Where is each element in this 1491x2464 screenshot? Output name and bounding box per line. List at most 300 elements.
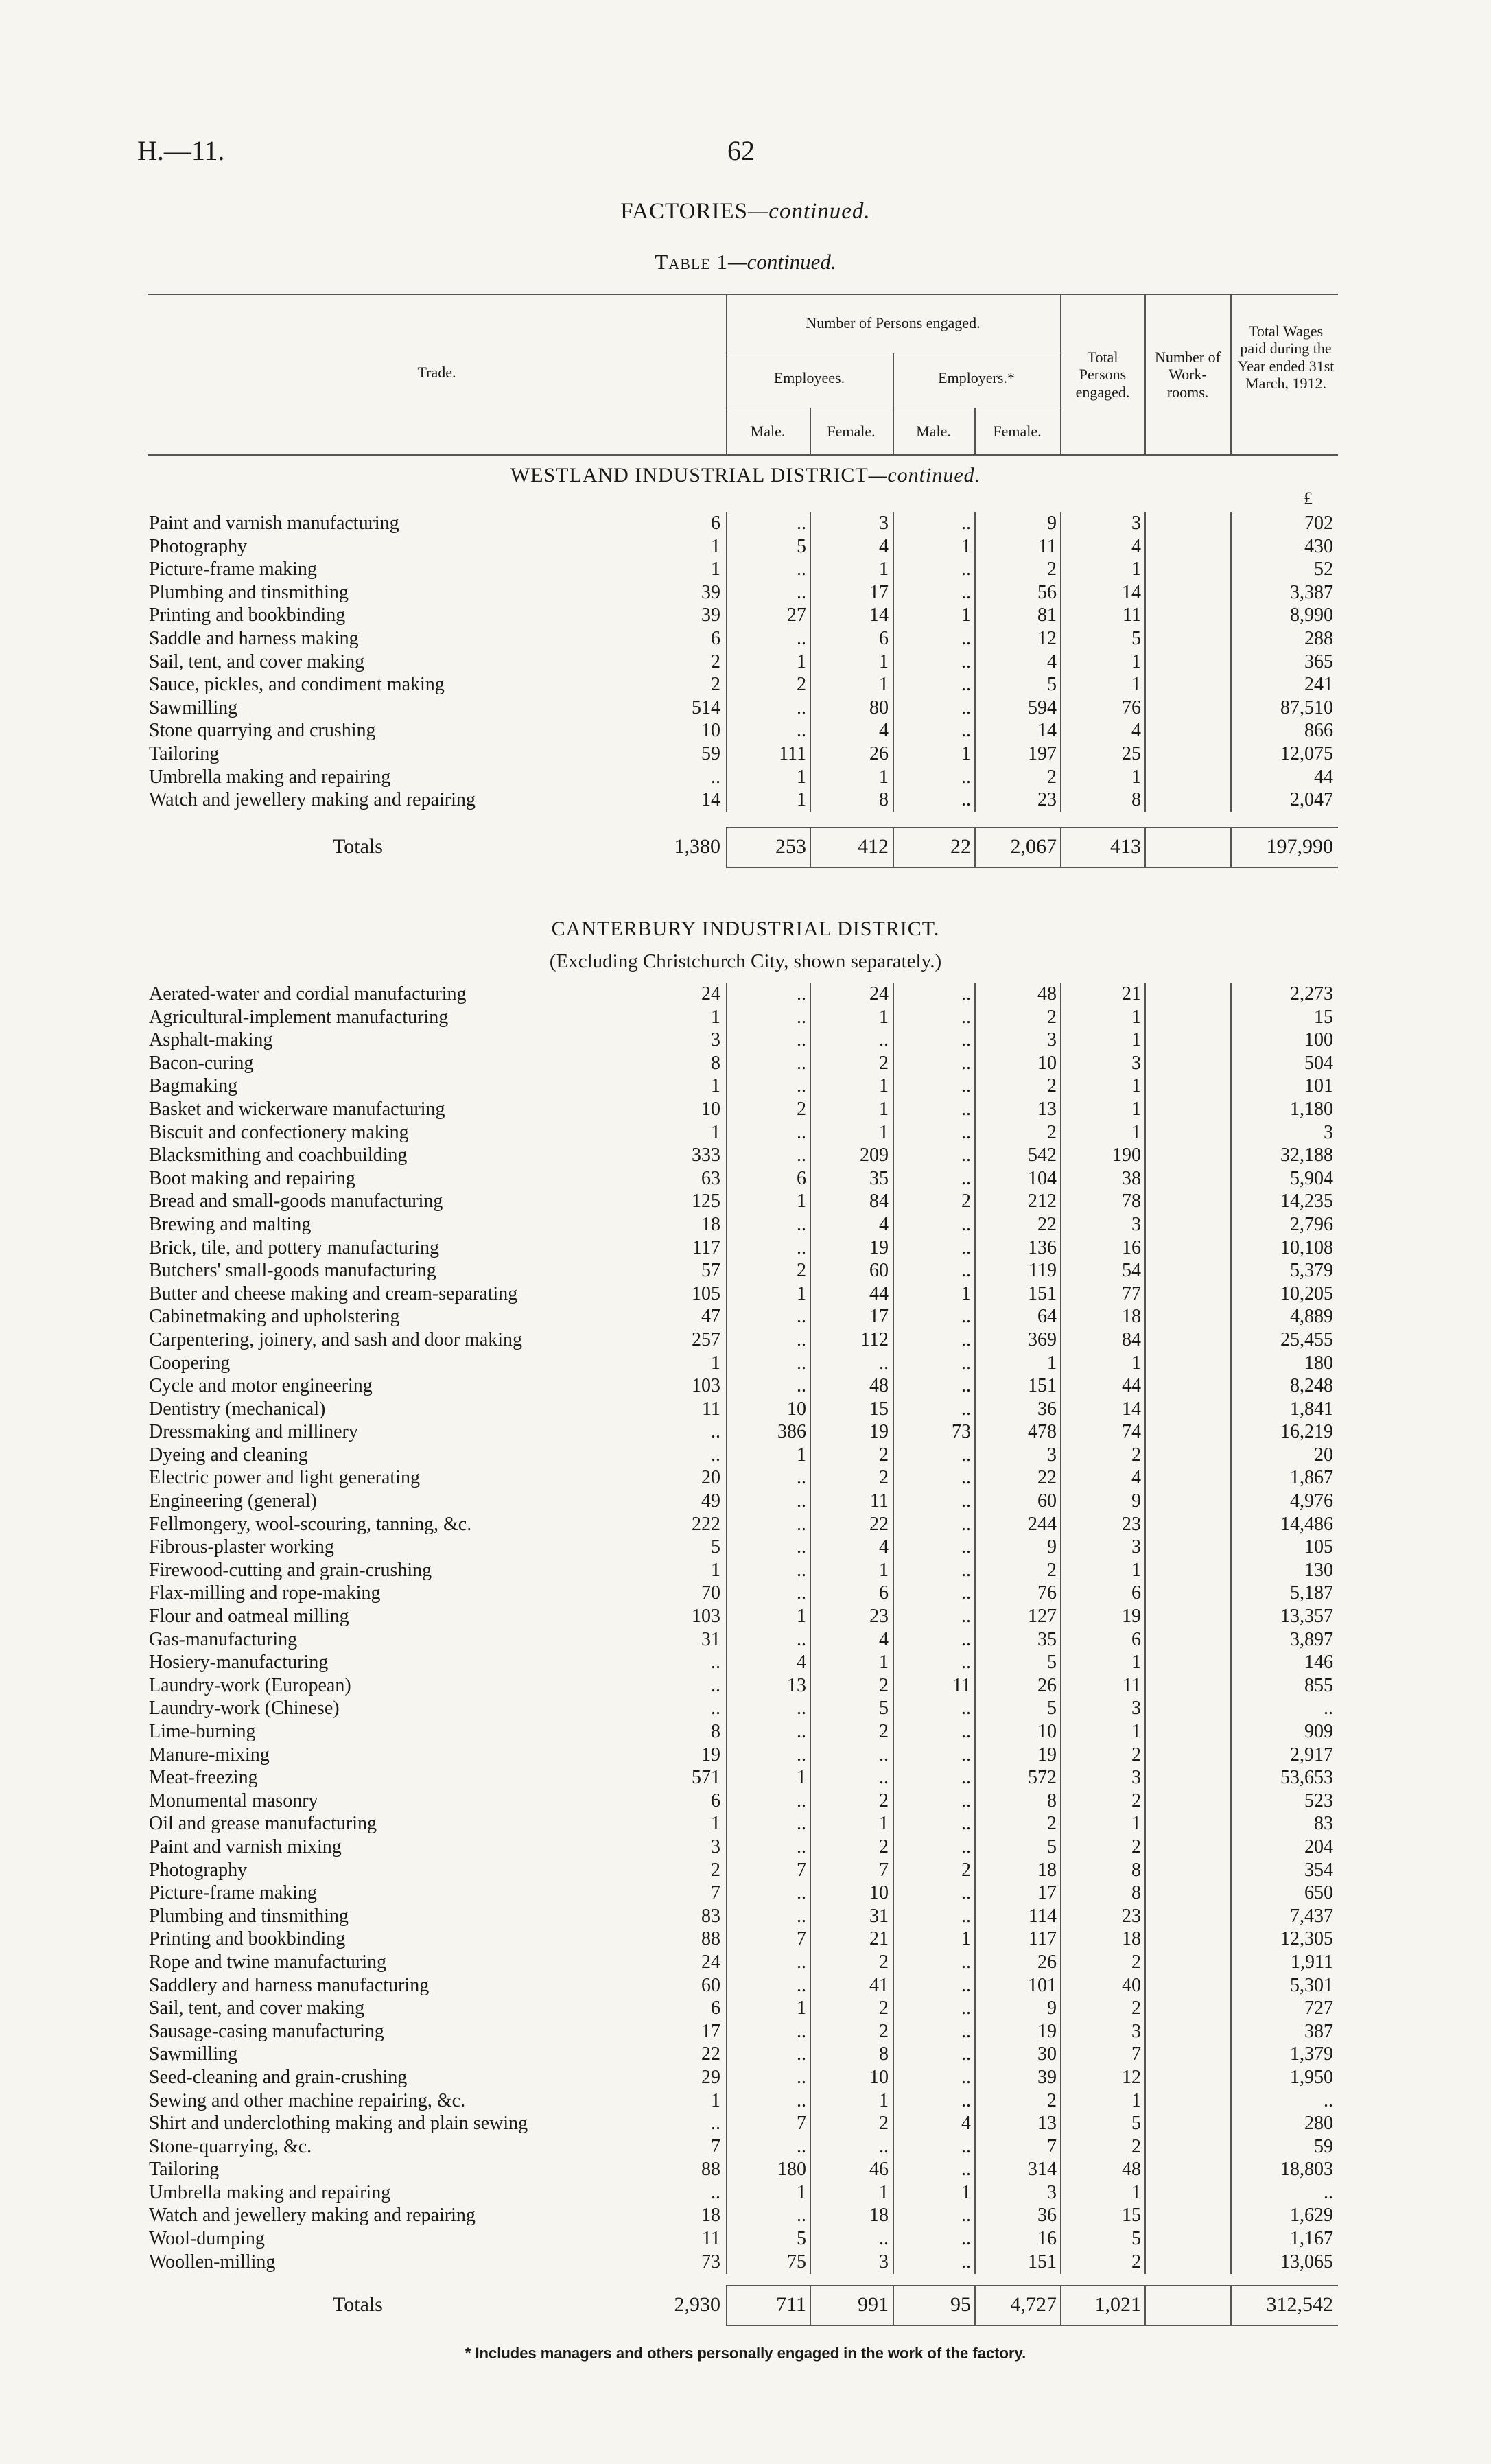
trade-name: Laundry-work (European)	[149, 1674, 351, 1696]
workrooms-cell: 3	[1131, 1052, 1141, 1074]
wages-cell: 146	[1304, 1652, 1333, 1674]
employees-female-cell: ..	[797, 1536, 806, 1558]
total-persons-cell: 22	[1037, 1213, 1057, 1235]
wages-cell: 909	[1304, 1721, 1333, 1742]
employees-female-cell: ..	[797, 1052, 806, 1074]
workrooms-cell: 1	[1131, 2089, 1141, 2111]
employees-male-cell: 8	[711, 1721, 720, 1742]
trade-name: Gas-manufacturing	[149, 1628, 298, 1650]
employees-female-cell: ..	[797, 1075, 806, 1097]
employers-male-cell: 8	[879, 789, 889, 811]
trade-name: Dressmaking and millinery	[149, 1421, 358, 1443]
table-row	[148, 1859, 1338, 1882]
employers-male-cell: 31	[869, 1905, 889, 1927]
workrooms-cell: 14	[1122, 1398, 1141, 1420]
employers-male-cell: 1	[879, 2181, 889, 2203]
total-persons-cell: 151	[1028, 1375, 1057, 1397]
wages-cell: 3,387	[1290, 581, 1333, 603]
total-persons-cell: 16	[1037, 2228, 1057, 2250]
table-row	[148, 788, 1338, 812]
employers-male-cell: 44	[869, 1282, 889, 1304]
wages-cell: ..	[1324, 2089, 1333, 2111]
workrooms-cell: 18	[1122, 1928, 1141, 1950]
table-row	[148, 1628, 1338, 1652]
employers-female-cell: ..	[961, 1306, 971, 1328]
employees-female-cell: ..	[797, 1974, 806, 1996]
employees-male-cell: ..	[711, 2181, 720, 2203]
total-persons-total: 2,067	[1010, 835, 1057, 858]
table-row	[148, 1812, 1338, 1835]
employers-male-cell: 1	[879, 766, 889, 788]
wages-cell: 866	[1304, 720, 1333, 742]
wages-cell: 1,950	[1290, 2066, 1333, 2088]
total-persons-cell: 212	[1028, 1190, 1057, 1212]
workrooms-cell: 4	[1131, 1467, 1141, 1489]
total-persons-cell: 2	[1047, 1006, 1057, 1028]
wages-header: Total Wages paid during the Year ended 31st March, 1912.	[1237, 322, 1335, 392]
table-row	[148, 2181, 1338, 2205]
page-reference: H.—11.	[137, 135, 225, 166]
employees-female-cell: 5	[797, 535, 806, 557]
employees-female-cell: ..	[797, 1744, 806, 1765]
total-persons-cell: 76	[1037, 1582, 1057, 1604]
employees-male-cell: ..	[711, 1421, 720, 1443]
employers-male-cell: 4	[879, 1628, 889, 1650]
employers-female-cell: ..	[961, 2159, 971, 2181]
total-persons-cell: 151	[1028, 2251, 1057, 2273]
employees-male-cell: 60	[701, 1974, 720, 1996]
employees-male-cell: 1	[711, 2089, 720, 2111]
workrooms-cell: 18	[1122, 1306, 1141, 1328]
employees-female-cell: ..	[797, 1951, 806, 1973]
trade-name: Cabinetmaking and upholstering	[149, 1306, 400, 1328]
total-persons-cell: 136	[1028, 1236, 1057, 1258]
total-persons-cell: 3	[1047, 1444, 1057, 1466]
trade-name: Sail, tent, and cover making	[149, 1997, 365, 2019]
employees-male-cell: 3	[711, 1029, 720, 1051]
westland-table	[148, 512, 1338, 812]
employees-male-cell: 2	[711, 650, 720, 672]
employers-male-cell: 1	[879, 1098, 889, 1120]
employers-male-cell: 21	[869, 1928, 889, 1950]
workrooms-cell: 1	[1131, 1029, 1141, 1051]
trade-name: Blacksmithing and coachbuilding	[149, 1145, 408, 1166]
table-row	[148, 1466, 1338, 1490]
employees-female-cell: 1	[797, 766, 806, 788]
employees-female-cell: ..	[797, 1905, 806, 1927]
employees-male-cell: 88	[701, 2159, 720, 2181]
table-row	[148, 1398, 1338, 1421]
trade-name: Flour and oatmeal milling	[149, 1606, 349, 1628]
employers-female-cell: ..	[961, 1075, 971, 1097]
trade-name: Dyeing and cleaning	[149, 1444, 308, 1466]
total-persons-cell: 13	[1037, 1098, 1057, 1120]
employees-female-cell: ..	[797, 1513, 806, 1535]
workrooms-cell: 4	[1131, 720, 1141, 742]
employers-female-cell: ..	[961, 1260, 971, 1282]
employers-male-cell: 6	[879, 1582, 889, 1604]
wages-cell: 101	[1304, 1075, 1333, 1097]
wages-cell: 1,379	[1290, 2043, 1333, 2065]
workrooms-cell: 16	[1122, 1236, 1141, 1258]
employees-female-cell: 180	[777, 2159, 806, 2181]
employers-female-cell: ..	[961, 1006, 971, 1028]
workrooms-cell: 1	[1131, 1006, 1141, 1028]
wages-cell: 14,486	[1280, 1513, 1333, 1535]
employees-male-cell: 49	[701, 1490, 720, 1512]
workrooms-cell: 9	[1131, 1490, 1141, 1512]
employees-female-cell: ..	[797, 1121, 806, 1143]
wages-cell: 12,075	[1280, 742, 1333, 764]
employees-female-cell: 4	[797, 1652, 806, 1674]
trade-name: Manure-mixing	[149, 1744, 270, 1765]
workrooms-cell: 23	[1122, 1905, 1141, 1927]
trade-name: Umbrella making and repairing	[149, 766, 391, 788]
employers-male-cell: 1	[879, 650, 889, 672]
employers-female-cell: 1	[961, 605, 971, 626]
trade-name: Stone quarrying and crushing	[149, 720, 376, 742]
employers-male-cell: 84	[869, 1190, 889, 1212]
trade-name: Sauce, pickles, and condiment making	[149, 674, 445, 696]
trade-name: Tailoring	[149, 2159, 220, 2181]
workrooms-cell: 1	[1131, 559, 1141, 580]
trade-name: Photography	[149, 535, 248, 557]
employees-male-cell: ..	[711, 1698, 720, 1720]
table-row	[148, 2204, 1338, 2227]
workrooms-cell: 1	[1131, 1652, 1141, 1674]
wages-cell: ..	[1324, 2181, 1333, 2203]
employers-female-cell: 4	[961, 2113, 971, 2135]
table-row	[148, 673, 1338, 696]
employers-male-cell: 6	[879, 627, 889, 649]
employers-female-total: 22	[950, 835, 971, 858]
employees-female-cell: 1	[797, 1190, 806, 1212]
table-row	[148, 766, 1338, 789]
table-row	[148, 1559, 1338, 1582]
employees-female-cell: ..	[797, 2205, 806, 2227]
employees-female-header: Female.	[827, 423, 876, 440]
workrooms-cell: 8	[1131, 1882, 1141, 1904]
employees-female-cell: 2	[797, 674, 806, 696]
employers-male-cell: 24	[869, 983, 889, 1005]
wages-cell: 10,108	[1280, 1236, 1333, 1258]
table-row	[148, 2020, 1338, 2043]
total-persons-cell: 26	[1037, 1674, 1057, 1696]
workrooms-header: Number of Work-rooms.	[1155, 349, 1221, 401]
employers-female-total: 95	[950, 2293, 971, 2316]
employers-female-cell: 2	[961, 1859, 971, 1881]
employees-female-cell: 7	[797, 1859, 806, 1881]
workrooms-cell: 84	[1122, 1328, 1141, 1350]
table-row	[148, 1420, 1338, 1444]
employees-female-cell: ..	[797, 1559, 806, 1581]
employees-female-cell: ..	[797, 1813, 806, 1835]
employees-male-cell: 59	[701, 742, 720, 764]
employers-female-cell: ..	[961, 559, 971, 580]
table-row	[148, 2158, 1338, 2181]
total-persons-cell: 101	[1028, 1974, 1057, 1996]
employees-female-cell: ..	[797, 2135, 806, 2157]
trade-name: Paint and varnish mixing	[149, 1835, 342, 1857]
employers-male-cell: 1	[879, 1121, 889, 1143]
table-row	[148, 1052, 1338, 1075]
employees-male-cell: 1	[711, 535, 720, 557]
wages-cell: 83	[1314, 1813, 1333, 1835]
total-persons-cell: 60	[1037, 1490, 1057, 1512]
workrooms-cell: 40	[1122, 1974, 1141, 1996]
wages-cell: 8,990	[1290, 605, 1333, 626]
workrooms-cell: 3	[1131, 2020, 1141, 2042]
table-row	[148, 1167, 1338, 1190]
total-persons-cell: 572	[1028, 1767, 1057, 1789]
employees-male-cell: 8	[711, 1052, 720, 1074]
total-persons-cell: 12	[1037, 627, 1057, 649]
employers-female-cell: ..	[961, 2020, 971, 2042]
workrooms-cell: 1	[1131, 1813, 1141, 1835]
employees-male-cell: 19	[701, 1744, 720, 1765]
employers-male-cell: 18	[869, 2205, 889, 2227]
employees-female-cell: ..	[797, 720, 806, 742]
wages-cell: 650	[1304, 1882, 1333, 1904]
trade-name: Laundry-work (Chinese)	[149, 1698, 340, 1720]
employees-female-cell: 27	[787, 605, 806, 626]
table-row	[148, 1098, 1338, 1121]
workrooms-cell: 3	[1131, 1767, 1141, 1789]
employers-female-cell: ..	[961, 1997, 971, 2019]
wages-cell: 387	[1304, 2020, 1333, 2042]
employers-female-cell: ..	[961, 2135, 971, 2157]
trade-name: Butchers' small-goods manufacturing	[149, 1260, 436, 1282]
trade-name: Bacon-curing	[149, 1052, 254, 1074]
employees-male-cell: 17	[701, 2020, 720, 2042]
employees-female-cell: ..	[797, 559, 806, 580]
employees-female-cell: ..	[797, 1698, 806, 1720]
employers-female-cell: ..	[961, 1213, 971, 1235]
employers-female-cell: ..	[961, 1606, 971, 1628]
trade-name: Monumental masonry	[149, 1790, 318, 1811]
total-persons-cell: 5	[1047, 1652, 1057, 1674]
trade-name: Hosiery-manufacturing	[149, 1652, 329, 1674]
employers-male-cell: 2	[879, 1721, 889, 1742]
total-persons-cell: 17	[1037, 1882, 1057, 1904]
employers-female-cell: ..	[961, 1744, 971, 1765]
employers-female-cell: ..	[961, 1167, 971, 1189]
table-row	[148, 1605, 1338, 1628]
table-row	[148, 2227, 1338, 2251]
trade-name: Fellmongery, wool-scouring, tanning, &c.	[149, 1513, 472, 1535]
workrooms-cell: 8	[1131, 1859, 1141, 1881]
employees-male-cell: 117	[692, 1236, 720, 1258]
employers-female-cell: ..	[961, 2251, 971, 2273]
table-row	[148, 535, 1338, 559]
trade-name: Asphalt-making	[149, 1029, 273, 1051]
employees-male-cell: 125	[692, 1190, 720, 1212]
employees-male-cell: 103	[692, 1606, 720, 1628]
workrooms-cell: 48	[1122, 2159, 1141, 2181]
employees-male-cell: 31	[701, 1628, 720, 1650]
employers-male-cell: 17	[869, 1306, 889, 1328]
employers-female-cell: ..	[961, 1835, 971, 1857]
table-row	[148, 1328, 1338, 1352]
table-row	[148, 1513, 1338, 1536]
wages-cell: 16,219	[1280, 1421, 1333, 1443]
trade-name: Fibrous-plaster working	[149, 1536, 334, 1558]
trade-name: Aerated-water and cordial manufacturing	[149, 983, 467, 1005]
employers-female-cell: ..	[961, 1352, 971, 1374]
employers-male-cell: 2	[879, 1997, 889, 2019]
workrooms-cell: 190	[1112, 1145, 1141, 1166]
workrooms-cell: 6	[1131, 1628, 1141, 1650]
employers-male-cell: 1	[879, 1075, 889, 1097]
total-persons-cell: 2	[1047, 2089, 1057, 2111]
wages-cell: 14,235	[1280, 1190, 1333, 1212]
employers-female-cell: ..	[961, 2043, 971, 2065]
trade-name: Plumbing and tinsmithing	[149, 581, 349, 603]
workrooms-cell: 54	[1122, 1260, 1141, 1282]
employers-female-cell: ..	[961, 1698, 971, 1720]
employees-male-cell: 5	[711, 1536, 720, 1558]
total-persons-cell: 151	[1028, 1282, 1057, 1304]
employees-female-cell: ..	[797, 581, 806, 603]
table-row	[148, 1190, 1338, 1213]
employers-male-cell: 26	[869, 742, 889, 764]
employers-male-cell: 4	[879, 535, 889, 557]
total-persons-cell: 39	[1037, 2066, 1057, 2088]
table-row	[148, 1697, 1338, 1720]
employers-male-cell: 1	[879, 674, 889, 696]
total-persons-header: Total Persons engaged.	[1075, 349, 1130, 401]
total-persons-cell: 14	[1037, 720, 1057, 742]
employees-female-cell: ..	[797, 513, 806, 534]
employees-male-cell: ..	[711, 2113, 720, 2135]
table-row	[148, 1352, 1338, 1375]
employers-male-cell: 10	[869, 1882, 889, 1904]
employers-female-cell: ..	[961, 1628, 971, 1650]
wages-cell: ..	[1324, 1698, 1333, 1720]
table-row	[148, 1075, 1338, 1098]
workrooms-cell: 1	[1131, 674, 1141, 696]
employers-female-cell: ..	[961, 2089, 971, 2111]
workrooms-cell: 1	[1131, 1559, 1141, 1581]
employers-male-cell: 209	[860, 1145, 889, 1166]
employers-female-cell: ..	[961, 674, 971, 696]
total-persons-cell: 81	[1037, 605, 1057, 626]
table-row	[148, 719, 1338, 742]
employers-female-cell: ..	[961, 766, 971, 788]
wages-cell: 18,803	[1280, 2159, 1333, 2181]
table-row	[148, 2066, 1338, 2089]
table-row	[148, 1997, 1338, 2020]
employees-male-cell: 22	[701, 2043, 720, 2065]
employers-male-cell: 3	[879, 2251, 889, 2273]
employers-female-cell: 1	[961, 1282, 971, 1304]
employees-male-cell: 1	[711, 1121, 720, 1143]
total-persons-cell: 5	[1047, 1835, 1057, 1857]
employers-male-cell: 35	[869, 1167, 889, 1189]
employers-female-cell: ..	[961, 983, 971, 1005]
employees-female-cell: ..	[797, 2066, 806, 2088]
employers-female-cell: ..	[961, 1882, 971, 1904]
employees-female-cell: ..	[797, 1006, 806, 1028]
employers-female-cell: 1	[961, 2181, 971, 2203]
wages-cell: 13,357	[1280, 1606, 1333, 1628]
total-persons-cell: 542	[1028, 1145, 1057, 1166]
employers-female-cell: ..	[961, 1375, 971, 1397]
employees-female-cell: ..	[797, 983, 806, 1005]
wages-cell: 1,867	[1290, 1467, 1333, 1489]
trade-name: Meat-freezing	[149, 1767, 258, 1789]
employers-male-cell: 2	[879, 1444, 889, 1466]
wages-cell: 130	[1304, 1559, 1333, 1581]
table-row	[148, 1974, 1338, 1997]
wages-cell: 105	[1304, 1536, 1333, 1558]
employees-male-cell: 1	[711, 1813, 720, 1835]
workrooms-cell: 2	[1131, 1997, 1141, 2019]
totals-label: Totals	[333, 835, 383, 858]
employers-male-cell: 17	[869, 581, 889, 603]
employees-male-cell: 571	[692, 1767, 720, 1789]
employers-male-cell: 1	[879, 559, 889, 580]
employees-female-cell: 7	[797, 2113, 806, 2135]
employees-female-cell: ..	[797, 1628, 806, 1650]
workrooms-cell: 15	[1122, 2205, 1141, 2227]
employers-male-header: Male.	[916, 423, 951, 440]
employees-male-cell: 57	[701, 1260, 720, 1282]
trade-name: Electric power and light generating	[149, 1467, 420, 1489]
employees-male-cell: ..	[711, 1652, 720, 1674]
employees-female-cell: ..	[797, 1790, 806, 1811]
table-row	[148, 1905, 1338, 1928]
page-number: 62	[727, 135, 755, 166]
workrooms-cell: 1	[1131, 1721, 1141, 1742]
trade-name: Stone-quarrying, &c.	[149, 2135, 312, 2157]
employees-male-cell: 47	[701, 1306, 720, 1328]
total-persons-cell: 117	[1029, 1928, 1057, 1950]
employers-male-cell: 112	[860, 1328, 889, 1350]
employees-male-cell: 6	[711, 627, 720, 649]
employers-male-cell: 1	[879, 1006, 889, 1028]
employers-female-cell: ..	[961, 1790, 971, 1811]
employers-female-cell: ..	[961, 1029, 971, 1051]
total-persons-cell: 18	[1037, 1859, 1057, 1881]
employers-male-cell: 11	[870, 1490, 889, 1512]
workrooms-cell: 1	[1131, 1075, 1141, 1097]
wages-cell: 5,379	[1290, 1260, 1333, 1282]
workrooms-cell: 1	[1131, 1121, 1141, 1143]
total-persons-cell: 64	[1037, 1306, 1057, 1328]
total-persons-cell: 127	[1028, 1606, 1057, 1628]
employees-female-cell: ..	[797, 1352, 806, 1374]
total-persons-cell: 2	[1047, 766, 1057, 788]
wages-cell: 7,437	[1290, 1905, 1333, 1927]
employers-male-cell: 4	[879, 1213, 889, 1235]
table-row	[148, 742, 1338, 766]
employees-female-cell: 1	[797, 1606, 806, 1628]
employees-female-cell: ..	[797, 1145, 806, 1166]
table-row	[148, 1951, 1338, 1974]
document-title: FACTORIES—continued.	[620, 199, 871, 224]
trade-name: Brewing and malting	[149, 1213, 312, 1235]
wages-cell: 4,889	[1290, 1306, 1333, 1328]
employers-male-cell: 60	[869, 1260, 889, 1282]
employees-male-cell: 20	[701, 1467, 720, 1489]
trade-header: Trade.	[417, 364, 456, 381]
table-row	[148, 1259, 1338, 1282]
employers-female-cell: ..	[961, 1098, 971, 1120]
employers-female-cell: ..	[961, 2066, 971, 2088]
employers-female-cell: ..	[961, 789, 971, 811]
employers-male-total: 991	[858, 2293, 889, 2316]
